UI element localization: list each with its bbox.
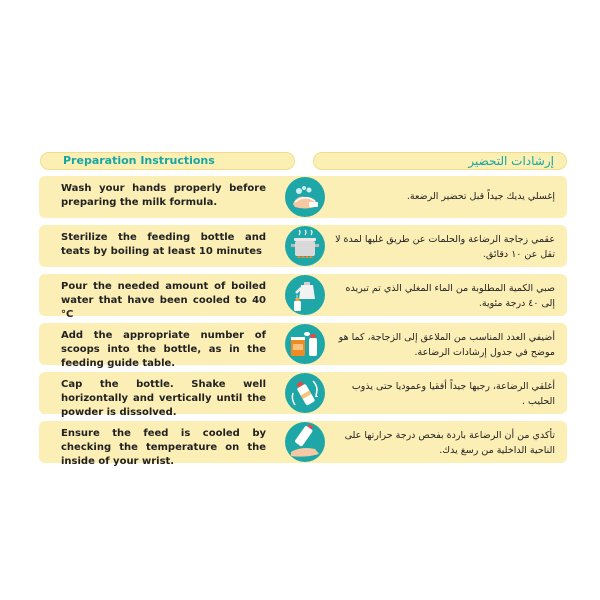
shake-bottle-icon [285, 373, 325, 413]
wrist-check-icon [285, 422, 325, 462]
step-3-text-en: Pour the needed amount of boiled water that have been cooled to 40 °C [61, 281, 266, 320]
step-4-text-en: Add the appropriate number of scoops into the bottle, as in the feeding guide table. [61, 330, 266, 369]
instruction-row-6 [39, 421, 567, 467]
instruction-row-1 [39, 176, 567, 218]
hand-washing-icon [285, 177, 325, 217]
step-2-text-ar: عقمي زجاجة الرضاعة والحلمات عن طريق غليها لمدة لا تقل عن ١٠ دقائق. [335, 234, 555, 260]
boiling-pot-icon [285, 226, 325, 266]
step-6-text-ar: تأكدي من أن الرضاعة باردة بفحص درجة حرارتها على الناحية الداخلية من رسغ يدك. [344, 430, 555, 456]
step-2-text-en: Sterilize the feeding bottle and teats by boiling at least 10 minutes [61, 232, 266, 257]
instruction-row-3 [39, 274, 567, 320]
instruction-row-4 [39, 323, 567, 369]
instruction-row-2 [39, 225, 567, 267]
step-3-text-ar: صبي الكمية المطلوبة من الماء المغلي الذي تم تبريده إلى ٤٠ درجة مئوية. [345, 283, 555, 309]
step-5-text-en: Cap the bottle. Shake well horizontally and vertically until the powder is dissolved. [61, 379, 266, 418]
preparation-title-ar: إرشادات التحضير [313, 152, 567, 170]
step-1-text-en: Wash your hands properly before preparing the milk formula. [61, 183, 266, 208]
step-6-text-en: Ensure the feed is cooled by checking the temperature on the inside of your wrist. [61, 428, 266, 467]
step-1-text-ar: إغسلي يديك جيداً قبل تحضير الرضعة. [406, 191, 555, 202]
preparation-title-en: Preparation Instructions [40, 152, 295, 170]
kettle-bottle-icon [285, 275, 325, 315]
instruction-row-5 [39, 372, 567, 418]
step-5-text-ar: أغلقي الرضاعة، رجيها جيداً أفقيا وعموديا حتى يذوب الحليب . [351, 381, 555, 407]
formula-scoop-icon [285, 324, 325, 364]
step-4-text-ar: أضيفي العدد المناسب من الملاعق إلى الزجاجة، كما هو موضح في جدول إرشادات الرضاعة. [338, 332, 555, 358]
